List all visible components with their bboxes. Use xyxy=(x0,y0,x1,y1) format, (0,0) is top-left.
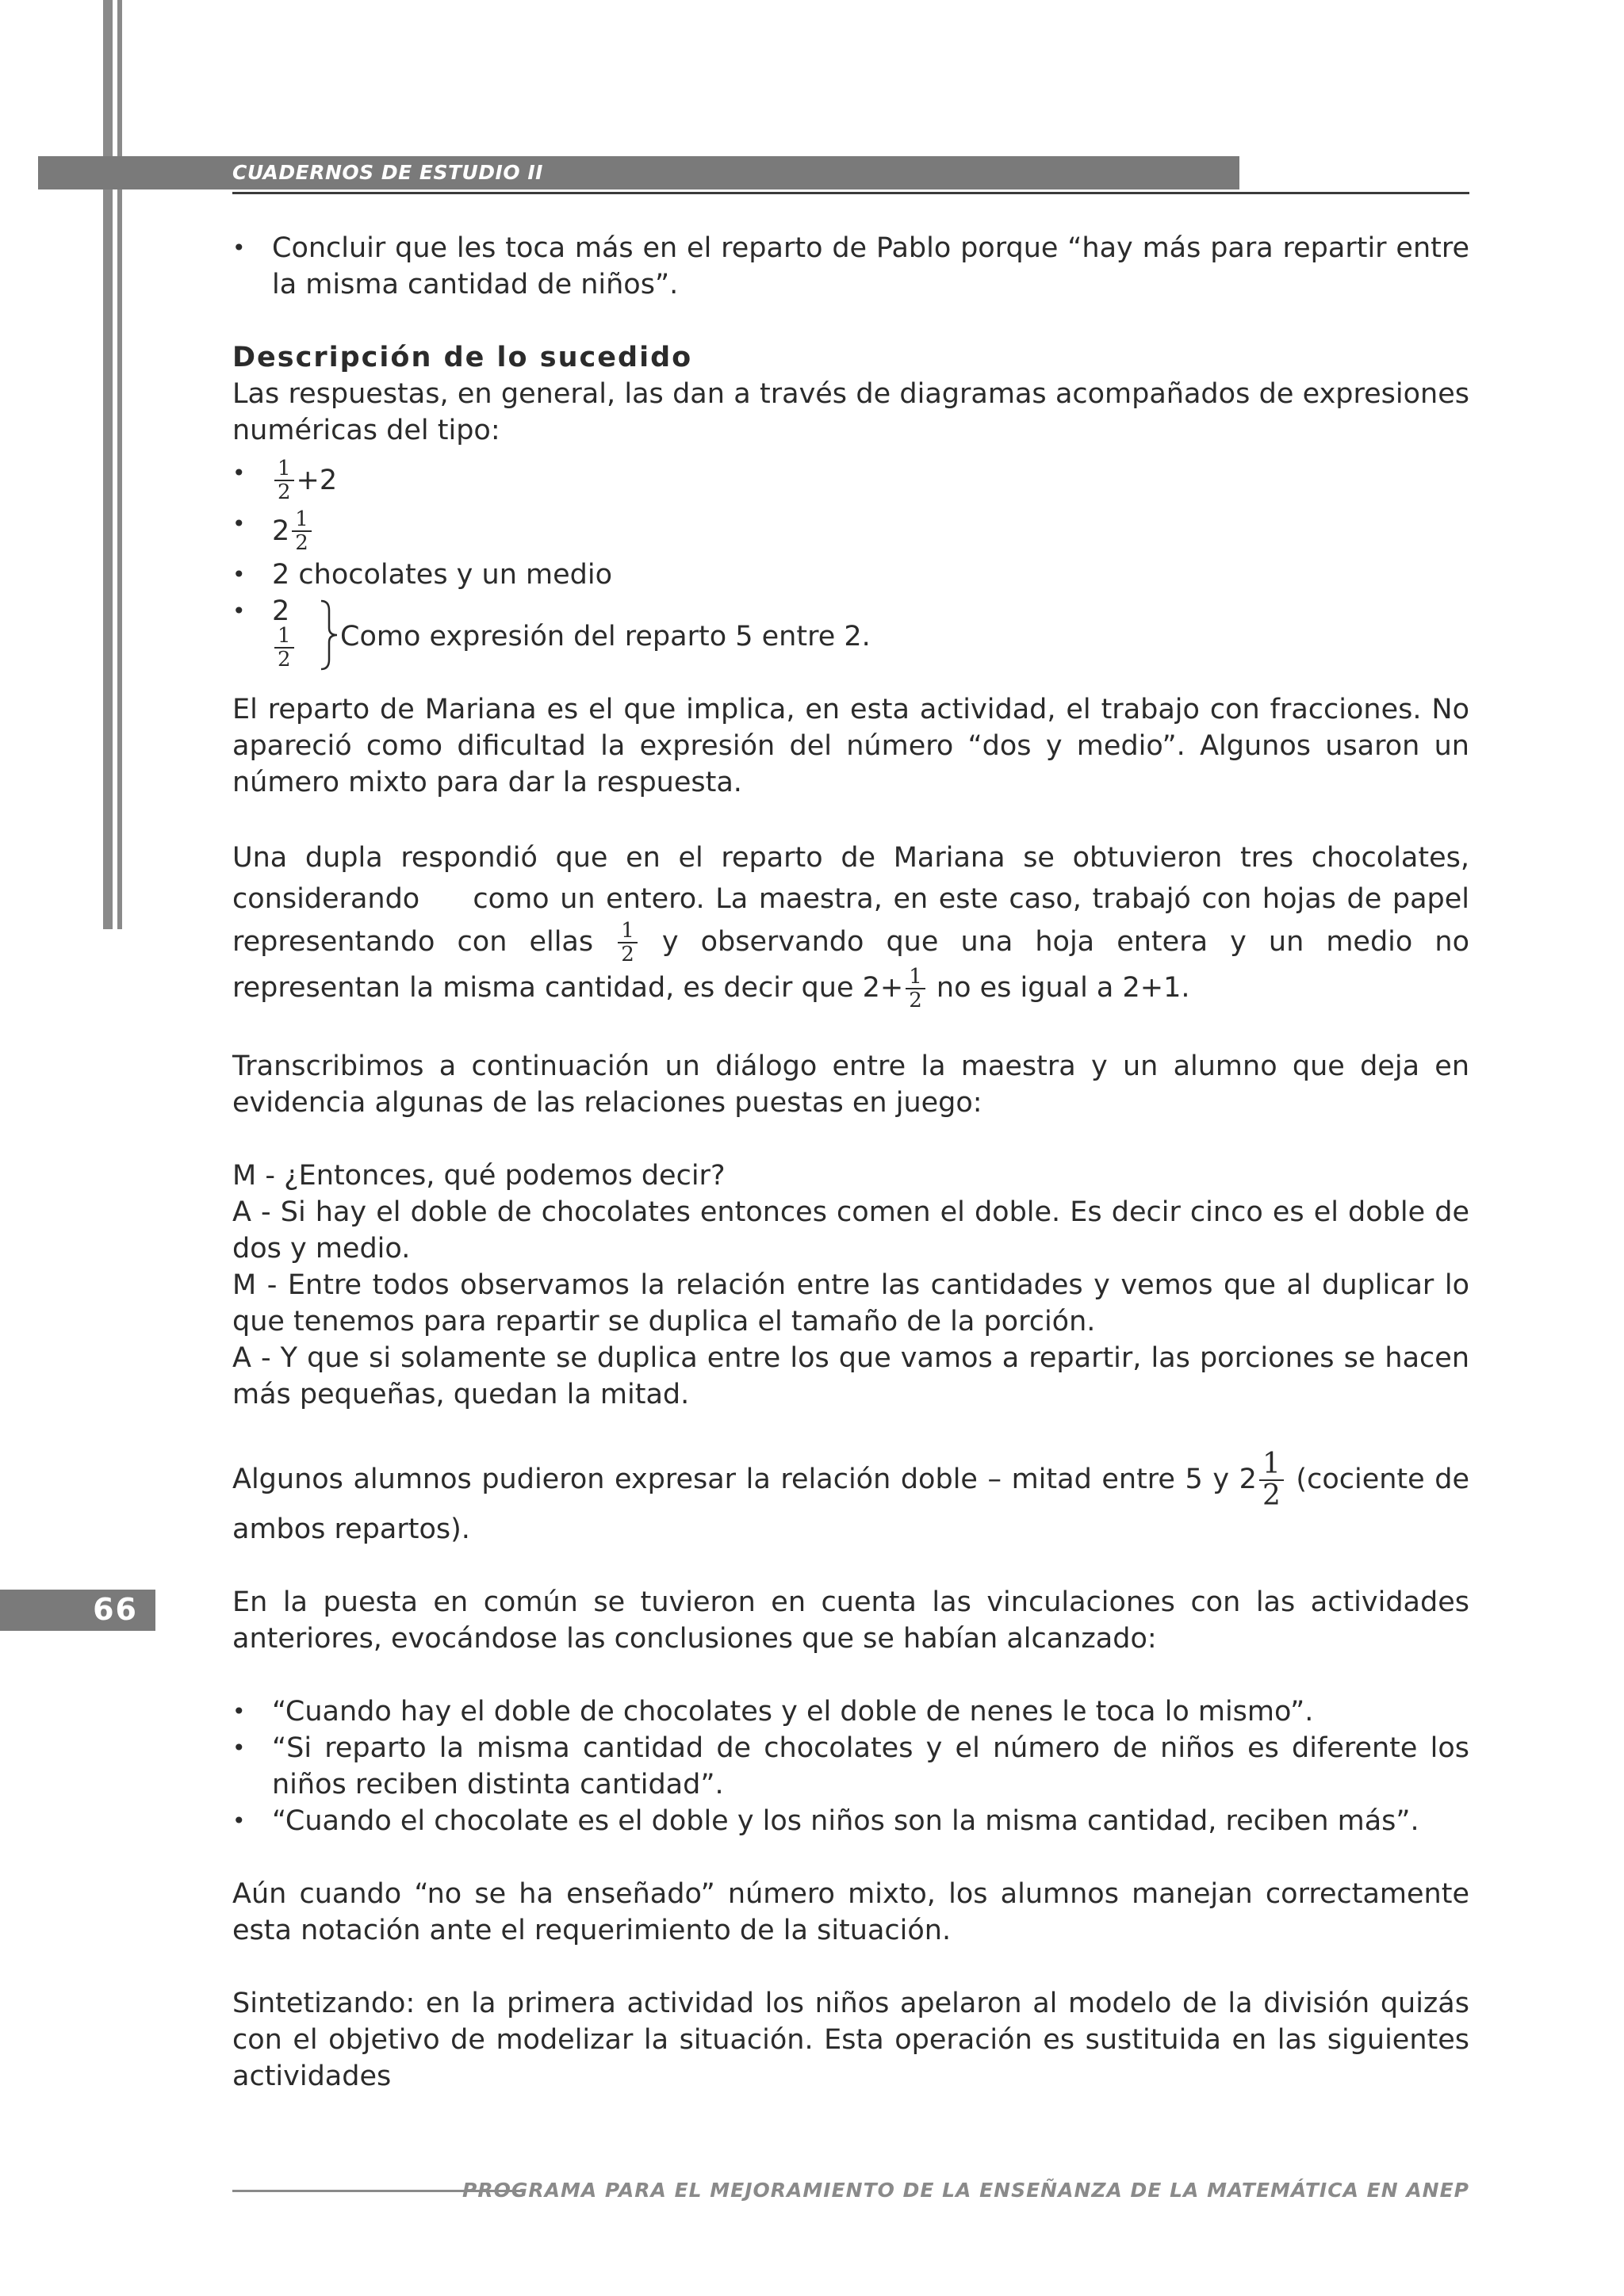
conclusions-list xyxy=(232,1693,1469,1839)
paragraph: En la puesta en común se tuvieron en cuenta las vinculaciones con las actividades anteriores, evocándose las conclusiones que se habían alcanzado: xyxy=(232,1586,1469,1655)
fraction: $\frac{1}{2}$ xyxy=(618,920,638,966)
paragraph: El reparto de Mariana es el que implica, en esta actividad, el trabajo con fracciones. No apareció como dificultad la expresión del número “dos y medio”. Algunos usaron un número mixto para dar la respuesta. xyxy=(232,694,1469,798)
paragraph: Transcribimos a continuación un diálogo entre la maestra y un alumno que deja en evidencia algunas de las relaciones puestas en juego: xyxy=(232,1050,1469,1119)
footer-text: PROGRAMA PARA EL MEJORAMIENTO DE LA ENSEÑANZA DE LA MATEMÁTICA EN ANEP xyxy=(462,2179,1469,2202)
section-heading: Descripción de lo sucedido xyxy=(232,342,693,373)
dialog-line: M - ¿Entonces, qué podemos decir? xyxy=(232,1160,726,1192)
expression-text: • 2 chocolates y un medio xyxy=(272,559,612,591)
list-item xyxy=(232,455,1469,506)
margin-bar-thin xyxy=(117,0,122,929)
list-item: • “Cuando el chocolate es el doble y los niños son la misma cantidad, reciben más”. xyxy=(232,1803,1469,1839)
page-number-box xyxy=(0,1590,155,1631)
list-item: • “Cuando hay el doble de chocolates y el doble de nenes le toca lo mismo”. xyxy=(232,1693,1469,1730)
margin-bar xyxy=(103,0,113,929)
dialog-line: A - Si hay el doble de chocolates entonces comen el doble. Es decir cinco es el doble de dos y medio. xyxy=(232,1196,1469,1265)
expression-text: +2 xyxy=(296,465,338,496)
fraction: $\frac{1}{2}$ xyxy=(1259,1449,1284,1511)
list-item xyxy=(232,506,1469,557)
brace-expression xyxy=(232,593,1469,672)
fraction: $\frac{1}{2}$ xyxy=(292,508,312,554)
fraction: $\frac{1}{2}$ xyxy=(274,625,294,671)
fraction: $\frac{1}{2}$ xyxy=(906,966,925,1012)
header-title: CUADERNOS DE ESTUDIO II xyxy=(232,161,543,184)
list-item: • Concluir que les toca más en el reparto de Pablo porque “hay más para repartir entre la misma cantidad de niños”. xyxy=(232,230,1469,303)
page-body xyxy=(232,230,1469,2095)
dialog-line: A - Y que si solamente se duplica entre los que vamos a repartir, las porciones se hacen más pequeñas, quedan la mitad. xyxy=(232,1342,1469,1410)
paragraph: Aún cuando “no se ha enseñado” número mixto, los alumnos manejan correctamente esta notación ante el requerimiento de la situación. xyxy=(232,1878,1469,1946)
expression-text: • 2 xyxy=(272,515,290,547)
right-brace-icon xyxy=(318,599,342,671)
list-item: • 2 xyxy=(232,593,1469,629)
dialog-line: M - Entre todos observamos la relación entre las cantidades y vemos que al duplicar lo que tenemos para repartir se duplica el tamaño de la porción. xyxy=(232,1269,1469,1337)
brace-caption: Como expresión del reparto 5 entre 2. xyxy=(340,621,871,652)
fraction: • $\frac{1}{2}$ xyxy=(274,457,294,503)
paragraph: Las respuestas, en general, las dan a través de diagramas acompañados de expresiones numéricas del tipo: xyxy=(232,378,1469,446)
header-band xyxy=(38,156,1239,189)
list-item: • “Si reparto la misma cantidad de chocolates y el número de niños es diferente los niños reciben distinta cantidad”. xyxy=(232,1730,1469,1803)
paragraph: Una dupla respondió que en el reparto de Mariana se obtuvieron tres chocolates, considerando como un entero. La maestra, en este caso, trabajó con hojas de papel representando con ellas $\frac{1}{2}$ y observando que una hoja entera y un medio no representan la misma cantidad, es decir que 2+ $\frac{1}{2}$ no es igual a 2+1. xyxy=(232,842,1470,1012)
list-item xyxy=(232,557,1469,593)
bullet-list-top xyxy=(232,230,1469,303)
paragraph: Sintetizando: en la primera actividad los niños apelaron al modelo de la división quizás con el objetivo de modelizar la situación. Esta operación es sustituida en las siguientes actividades xyxy=(232,1988,1469,2092)
paragraph: Algunos alumnos pudieron expresar la relación doble – mitad entre 5 y 2 $\frac{1}{2}$ (cociente de ambos repartos). xyxy=(232,1448,1469,1545)
expression-list xyxy=(232,455,1469,593)
page-number: 66 xyxy=(93,1592,138,1627)
header-rule xyxy=(232,192,1469,194)
